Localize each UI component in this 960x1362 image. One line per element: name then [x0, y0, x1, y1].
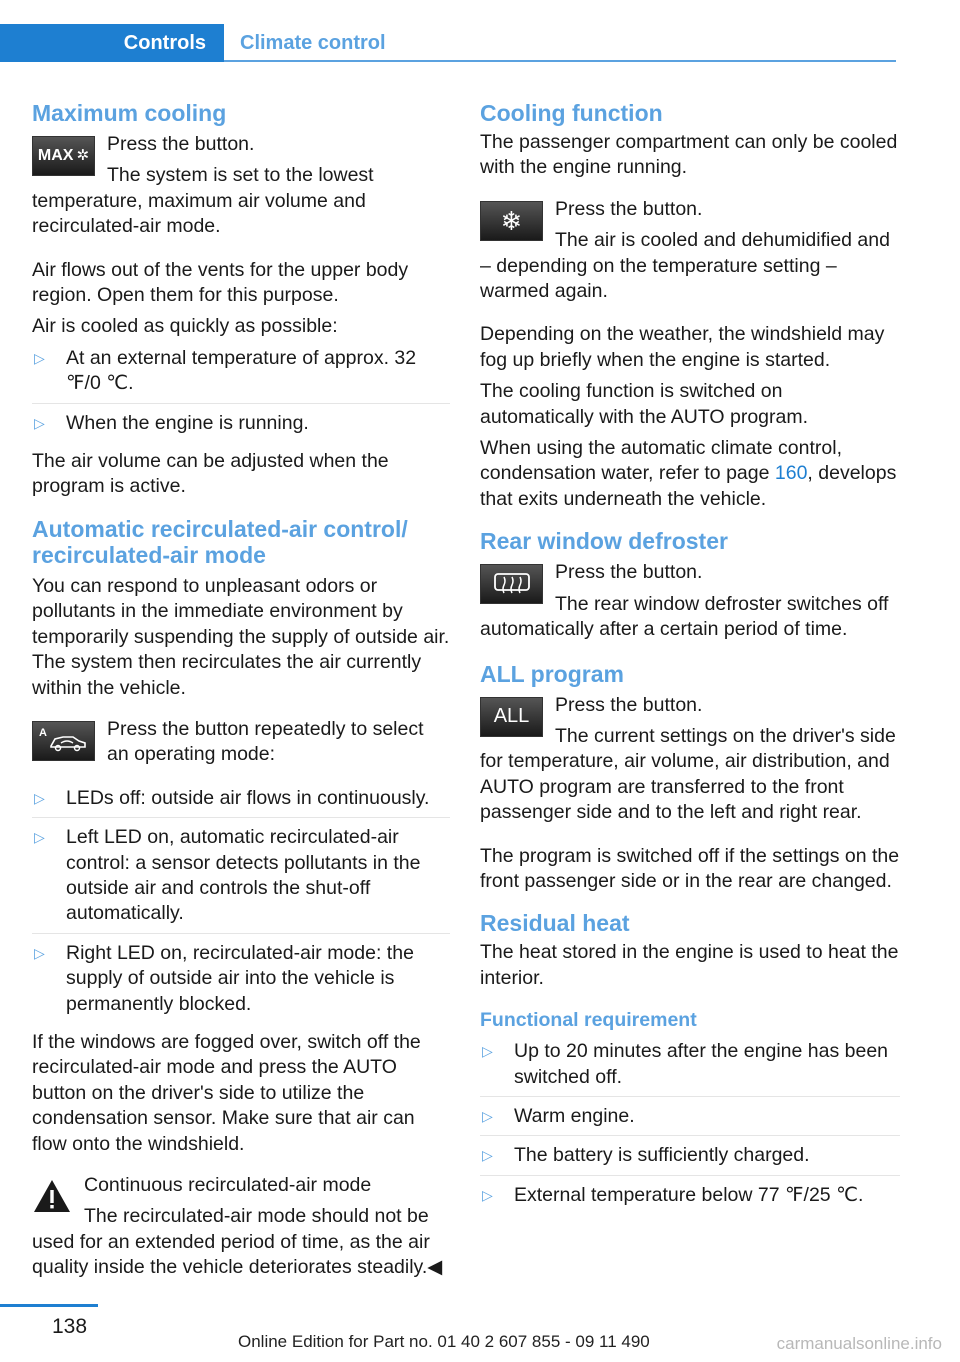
recirc-button-label: A — [39, 727, 47, 740]
list-item-text: At an external temperature of approx. 32 ℉/0 ℃. — [66, 346, 417, 395]
cooling-paragraph-1: The passenger compartment can only be cooled with the engine running. — [480, 131, 898, 179]
heading-functional-requirement: Functional requirement — [480, 1009, 697, 1032]
recirc-paragraph-1: You can respond to unpleasant odors or pollutants in the immediate environment by temporarily suspending the supply of outside air. The system then recirculates the air currently within the vehicle. — [32, 574, 450, 699]
recirc-button-block — [32, 717, 450, 774]
max-press-text: Press the button. — [107, 133, 255, 155]
header-rule — [224, 60, 896, 62]
right-column — [480, 100, 900, 1221]
page-reference-link[interactable]: 160 — [774, 462, 808, 485]
list-item-text: Up to 20 minutes after the engine has been switched off. — [514, 1040, 889, 1088]
triangle-bullet-icon: ▷ — [482, 1107, 493, 1124]
list-item-text: Warm engine. — [514, 1104, 635, 1127]
all-desc-text: The current settings on the driver's side for temperature, air volume, air distribution, and AUTO program are transferred to the front passenger side and to the left and right rear. — [480, 724, 896, 824]
list-item — [32, 941, 450, 1023]
all-press-text: Press the button. — [555, 693, 703, 716]
triangle-bullet-icon: ▷ — [34, 349, 45, 366]
residual-bullet-list — [480, 1039, 900, 1214]
triangle-bullet-icon: ▷ — [482, 1186, 493, 1203]
car-recirculation-icon — [47, 729, 89, 753]
residual-paragraph-1: The heat stored in the engine is used to heat the interior. — [480, 941, 899, 989]
list-item — [32, 825, 450, 934]
warning-title: Continuous recirculated-air mode — [84, 1174, 372, 1196]
list-item-text: External temperature below 77 ℉/25 ℃. — [514, 1183, 864, 1206]
max-bullet-list — [32, 346, 450, 442]
all-button-icon — [480, 697, 543, 737]
all-button-label: ALL — [493, 704, 530, 727]
list-item-text: When the engine is running. — [66, 411, 309, 434]
heading-cooling-function: Cooling function — [480, 100, 663, 126]
triangle-bullet-icon: ▷ — [482, 1147, 493, 1164]
list-item-text: Right LED on, recirculated-air mode: the supply of outside air into the vehicle is permanently blocked. — [66, 941, 414, 1015]
triangle-bullet-icon: ▷ — [482, 1043, 493, 1060]
tab-climate-control[interactable]: Climate control — [240, 31, 386, 54]
max-button-icon — [32, 136, 95, 176]
recirc-paragraph-2: If the windows are fogged over, switch off the recirculated-air mode and press the AUTO button on the driver's side to utilize the condensation sensor. Make sure that air can flow onto the windshield. — [32, 1030, 421, 1155]
cooling-button-icon — [480, 201, 543, 241]
fan-icon: ✲ — [76, 147, 90, 165]
list-item — [32, 411, 450, 442]
list-item — [480, 1039, 900, 1097]
watermark-text: carmanualsonline.info — [776, 1334, 942, 1353]
triangle-bullet-icon: ▷ — [34, 789, 45, 806]
cooling-press-text: Press the button. — [555, 197, 703, 220]
cooling-desc-text: The air is cooled and dehumidified and – depending on the temperature setting – warmed again. — [480, 229, 890, 303]
heading-recirculated-air: Automatic recirculated-air control/ recirculated-air mode — [32, 515, 408, 568]
heading-rear-window-defroster: Rear window defroster — [480, 528, 728, 555]
max-button-label: MAX — [37, 147, 74, 165]
recirc-press-text: Press the button repeatedly to select an operating mode: — [107, 717, 424, 766]
tab-controls[interactable]: Controls — [0, 24, 224, 62]
triangle-bullet-icon: ▷ — [34, 414, 45, 431]
list-item-text: Left LED on, automatic recirculated-air control: a sensor detects pollutants in the outside air and controls the shut-off automatically. — [66, 826, 421, 925]
list-item — [480, 1104, 900, 1136]
left-column — [32, 100, 450, 1299]
heading-all-program: ALL program — [480, 660, 624, 687]
warning-triangle-icon — [32, 1177, 72, 1215]
max-button-block — [32, 132, 450, 246]
max-paragraph-3: The air volume can be adjusted when the program is active. — [32, 450, 389, 498]
rear-defroster-icon — [492, 571, 532, 597]
warning-text: The recirculated-air mode should not be used for an extended period of time, as the air quality inside the vehicle deteriorates steadily.◀ — [32, 1205, 443, 1279]
defroster-press-text: Press the button. — [555, 561, 703, 584]
list-item — [32, 346, 450, 404]
max-desc-text: The system is set to the lowest temperature, maximum air volume and recirculated-air mode. — [32, 164, 374, 238]
max-paragraph-1: Air flows out of the vents for the upper body region. Open them for this purpose. — [32, 258, 409, 307]
list-item — [32, 786, 450, 818]
heading-residual-heat: Residual heat — [480, 910, 630, 937]
triangle-bullet-icon: ▷ — [34, 944, 45, 961]
list-item-text: LEDs off: outside air flows in continuously. — [66, 786, 430, 809]
list-item — [480, 1143, 900, 1175]
defroster-desc-text: The rear window defroster switches off automatically after a certain period of time. — [480, 592, 889, 641]
triangle-bullet-icon: ▷ — [34, 829, 45, 846]
all-paragraph-1: The program is switched off if the settings on the front passenger side or in the rear are changed. — [480, 844, 900, 892]
edition-text: Online Edition for Part no. 01 40 2 607 855 - 09 11 490 — [238, 1332, 650, 1351]
recirc-bullet-list — [32, 786, 450, 1023]
warning-block — [32, 1173, 450, 1287]
snowflake-icon: ❄ — [500, 205, 523, 236]
all-button-block — [480, 693, 900, 832]
defroster-button-block — [480, 560, 900, 648]
cooling-paragraph-2: Depending on the weather, the windshield may fog up briefly when the engine is started. — [480, 323, 885, 371]
footer-rule — [0, 1304, 98, 1307]
cooling-button-block — [480, 197, 900, 311]
page-number: 138 — [52, 1315, 88, 1338]
cooling-p4-text-b: , develops that exits underneath the vehicle. — [480, 462, 897, 510]
max-paragraph-2: Air is cooled as quickly as possible: — [32, 315, 338, 338]
page-header — [0, 0, 960, 64]
cooling-p4-text-a: When using the automatic climate control, condensation water, refer to page — [480, 437, 843, 485]
list-item-text: The battery is sufficiently charged. — [514, 1144, 810, 1167]
cooling-paragraph-3: The cooling function is switched on automatically with the AUTO program. — [480, 380, 809, 428]
cooling-paragraph-4 — [480, 436, 900, 512]
list-item — [480, 1183, 900, 1214]
recirc-button-icon — [32, 721, 95, 761]
defroster-button-icon — [480, 564, 543, 604]
heading-maximum-cooling: Maximum cooling — [32, 100, 227, 126]
